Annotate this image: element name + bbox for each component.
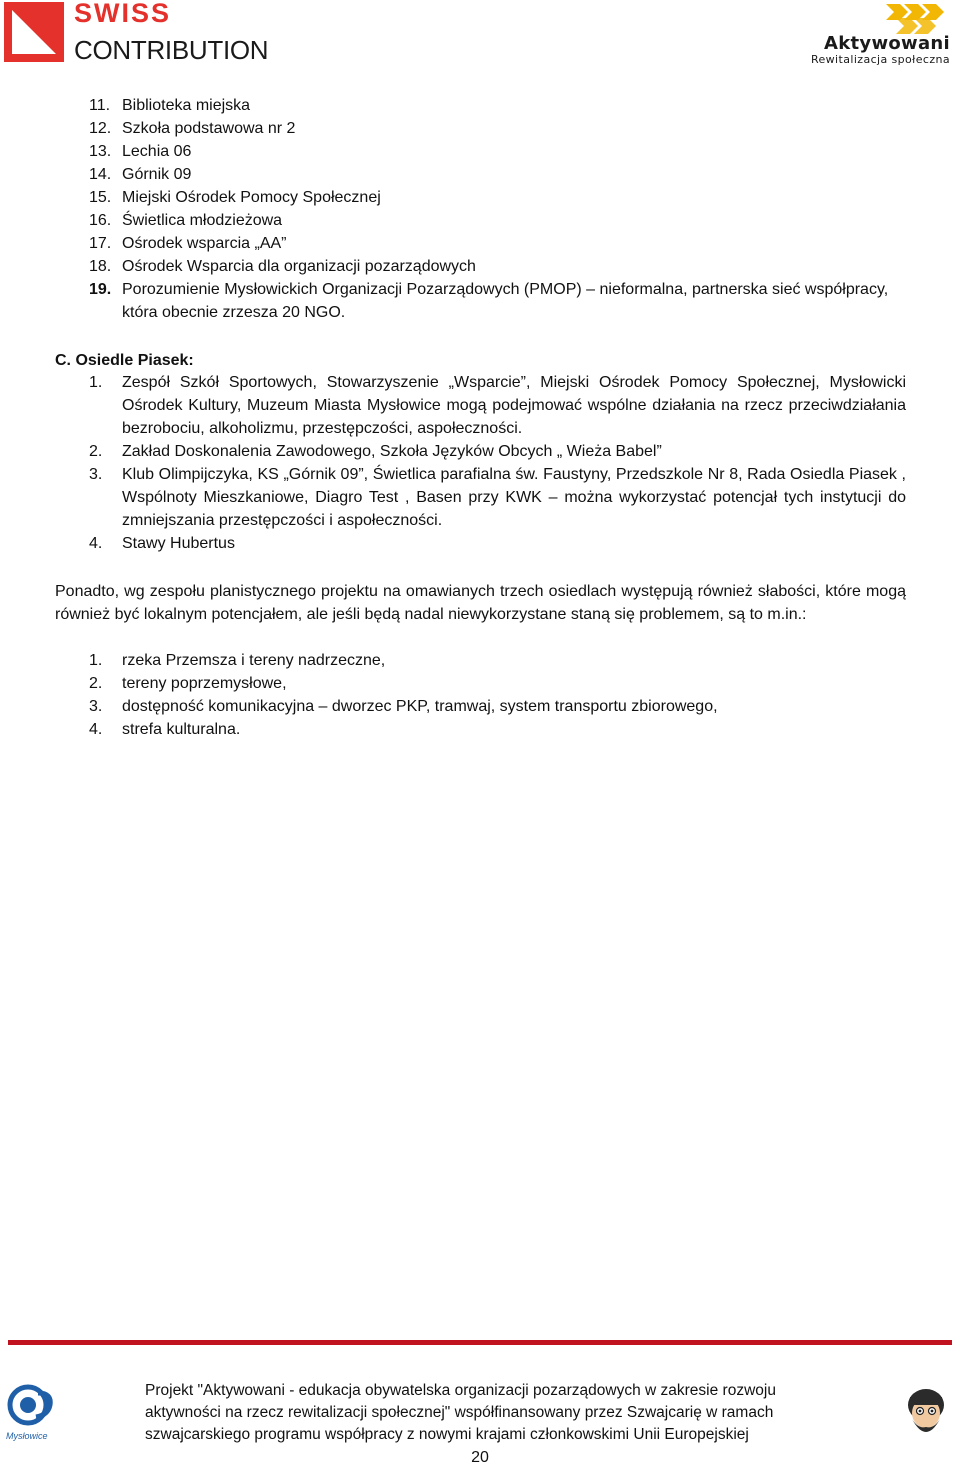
list-number: 11. [89,97,111,114]
list-text: Zespół Szkół Sportowych, Stowarzyszenie „Wsparcie”, Miejski Ośrodek Pomocy Społecznej, Mysłowicki Ośrodek Kultury, Muzeum Miasta Mysłowice mogą podejmować wspólne działania na rzecz przeciwdziałania bezrobociu, alkoholizmu, przestępczości, aspołeczności. [122,374,906,437]
weaknesses-paragraph: Ponadto, wg zespołu planistycznego projektu na omawianych trzech osiedlach występują również słabości, które mogą również być lokalnym potencjałem, ale jeśli będą nadal niewykorzystane staną się problemem, są to m.in.: [55,583,906,623]
footer-line: aktywności na rzecz rewitalizacji społecznej" współfinansowany przez Szwajcarię w ramach [145,1404,774,1421]
myslowice-logo [4,1383,68,1443]
list-number: 16. [89,212,112,229]
list-number: 18. [89,258,112,275]
list-text: strefa kulturalna. [122,721,241,738]
list-number: 15. [89,189,112,206]
list-text: Górnik 09 [122,166,192,183]
list-text: Porozumienie Mysłowickich Organizacji Pozarządowych (PMOP) – nieformalna, partnerska sieć współpracy, która obecnie zrzesza 20 NGO. [122,281,889,321]
list-number: 13. [89,143,112,160]
list-text: Świetlica młodzieżowa [122,212,283,229]
page-number: 20 [471,1449,489,1466]
list-text: Klub Olimpijczyka, KS „Górnik 09”, Świetlica parafialna św. Faustyny, Przedszkole Nr 8, Rada Osiedla Piasek , Wspólnoty Mieszkaniowe, Diagro Test , Basen przy KWK – można wykorzystać potencjał tych instytucji do zmniejszania przestępczości i aspołeczności. [122,466,906,529]
list-text: rzeka Przemsza i tereny nadrzeczne, [122,652,386,669]
logo-subtitle: Rewitalizacja społeczna [810,53,950,66]
list-number: 3. [89,466,103,483]
footer-project-info [145,1380,845,1446]
list-text: Szkoła podstawowa nr 2 [122,120,296,137]
section-heading: C. Osiedle Piasek: [55,352,194,369]
list-text: Stawy Hubertus [122,535,235,552]
list-number: 1. [89,652,103,669]
list-number: 3. [89,698,103,715]
list-number: 14. [89,166,112,183]
list-number: 2. [89,675,103,692]
list-text: Ośrodek Wsparcia dla organizacji pozarządowych [122,258,476,275]
logo-word-contribution: CONTRIBUTION [74,35,269,65]
list-text: Biblioteka miejska [122,97,251,114]
myslowice-logo-text: Mysłowice [6,1431,48,1441]
mascot-face-icon [902,1383,950,1447]
list-number: 12. [89,120,112,137]
logo-word-aktywowani: Aktywowani [824,33,950,54]
arrows-icon [886,2,950,34]
list-text: Lechia 06 [122,143,192,160]
list-text: tereny poprzemysłowe, [122,675,287,692]
footer-line: Projekt "Aktywowani - edukacja obywatelska organizacji pozarządowych w zakresie rozwoju [145,1382,776,1399]
list-number: 2. [89,443,103,460]
footer-line: szwajcarskiego programu współpracy z nowymi krajami członkowskimi Unii Europejskiej [145,1426,749,1443]
list-number: 17. [89,235,112,252]
myslowice-emblem-icon [4,1383,68,1443]
list-number: 1. [89,374,103,391]
footer-divider [8,1340,952,1345]
list-text: Zakład Doskonalenia Zawodowego, Szkoła Języków Obcych „ Wieża Babel” [122,443,662,460]
list-text: Miejski Ośrodek Pomocy Społecznej [122,189,381,206]
list-text: dostępność komunikacyjna – dworzec PKP, tramwaj, system transportu zbiorowego, [122,698,718,715]
swiss-flag-icon [4,2,64,62]
list-number: 4. [89,721,103,738]
list-number: 4. [89,535,103,552]
list-number: 19. [89,281,112,298]
swiss-contribution-logo [4,2,294,66]
logo-word-swiss: SWISS [74,0,172,28]
aktywowani-logo [802,2,952,66]
list-text: Ośrodek wsparcia „AA” [122,235,287,252]
